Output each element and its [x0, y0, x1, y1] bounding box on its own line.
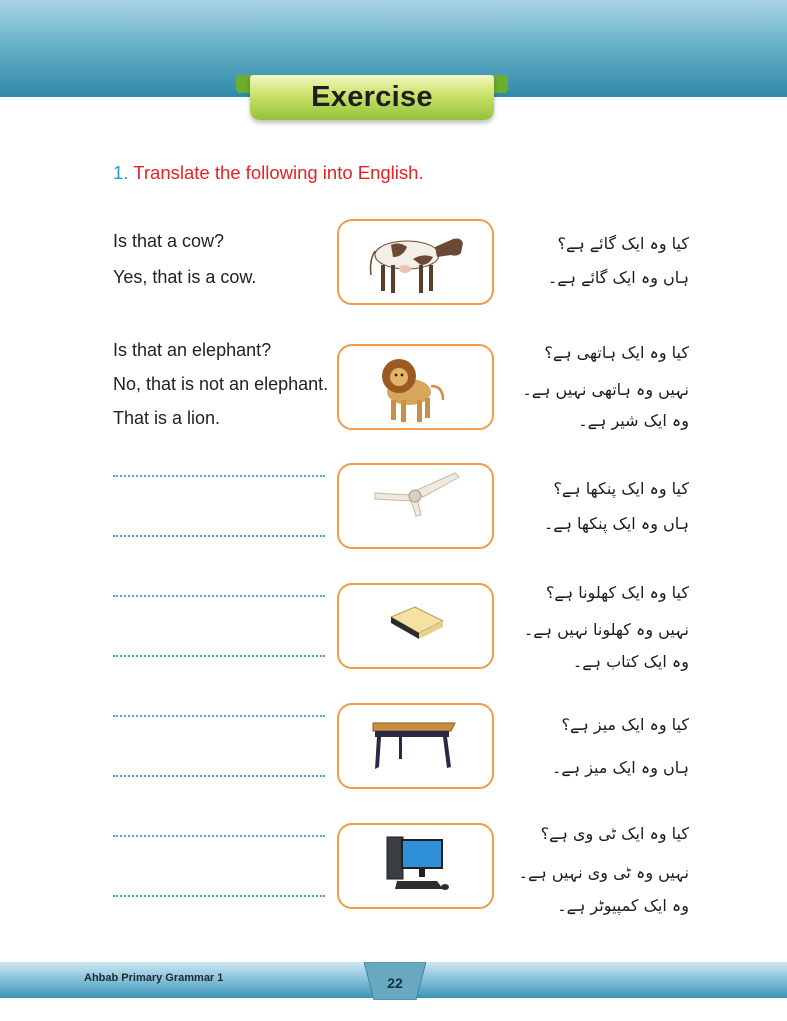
english-sentence: That is a lion.: [113, 408, 221, 428]
english-sentence: Is that an elephant?: [113, 340, 272, 360]
title-banner: [236, 75, 508, 123]
answer-line[interactable]: [113, 715, 325, 717]
answer-line[interactable]: [113, 535, 325, 537]
urdu-sentence: کیا وہ ایک میز ہے؟: [561, 715, 689, 734]
title-plate: [250, 75, 494, 120]
instruction-number: 1.: [113, 162, 129, 183]
picture-frame: [337, 703, 494, 789]
urdu-sentence: نہیں وہ کھلونا نہیں ہے۔: [523, 620, 689, 639]
urdu-sentence: کیا وہ ایک ٹی وی ہے؟: [540, 824, 689, 843]
urdu-sentence: ہاں وہ ایک میز ہے۔: [551, 758, 689, 777]
urdu-sentence: وہ ایک کتاب ہے۔: [572, 652, 689, 671]
cow-icon: [339, 221, 492, 303]
answer-line[interactable]: [113, 895, 325, 897]
page-title: Exercise: [311, 81, 433, 113]
english-sentence: Yes, that is a cow.: [113, 267, 257, 287]
picture-frame: [337, 823, 494, 909]
picture-frame: [337, 583, 494, 669]
lion-icon: [339, 346, 492, 428]
picture-frame: [337, 344, 494, 430]
english-sentence: Is that a cow?: [113, 231, 225, 251]
instruction-text: Translate the following into English.: [133, 162, 424, 183]
answer-line[interactable]: [113, 655, 325, 657]
ceiling-fan-icon: [339, 465, 492, 547]
urdu-sentence: نہیں وہ ٹی وی نہیں ہے۔: [518, 863, 689, 882]
urdu-sentence: کیا وہ ایک کھلونا ہے؟: [545, 583, 689, 602]
picture-frame: [337, 219, 494, 305]
answer-line[interactable]: [113, 775, 325, 777]
instruction: [113, 162, 424, 184]
urdu-sentence: ہاں وہ ایک گائے ہے۔: [547, 268, 689, 287]
urdu-sentence: کیا وہ ایک پنکھا ہے؟: [553, 479, 689, 498]
book-title: Ahbab Primary Grammar 1: [84, 972, 224, 984]
urdu-sentence: ہاں وہ ایک پنکھا ہے۔: [543, 514, 689, 533]
urdu-sentence: کیا وہ ایک گائے ہے؟: [557, 234, 689, 253]
answer-line[interactable]: [113, 595, 325, 597]
answer-line[interactable]: [113, 475, 325, 477]
urdu-sentence: نہیں وہ ہاتھی نہیں ہے۔: [522, 380, 689, 399]
urdu-sentence: وہ ایک کمپیوٹر ہے۔: [557, 896, 689, 915]
picture-frame: [337, 463, 494, 549]
english-sentence: No, that is not an elephant.: [113, 374, 329, 394]
book-icon: [339, 585, 492, 667]
answer-line[interactable]: [113, 835, 325, 837]
urdu-sentence: وہ ایک شیر ہے۔: [578, 411, 689, 430]
computer-icon: [339, 825, 492, 907]
urdu-sentence: کیا وہ ایک ہاتھی ہے؟: [544, 343, 689, 362]
table-icon: [339, 705, 492, 787]
page-number: 22: [387, 975, 403, 991]
